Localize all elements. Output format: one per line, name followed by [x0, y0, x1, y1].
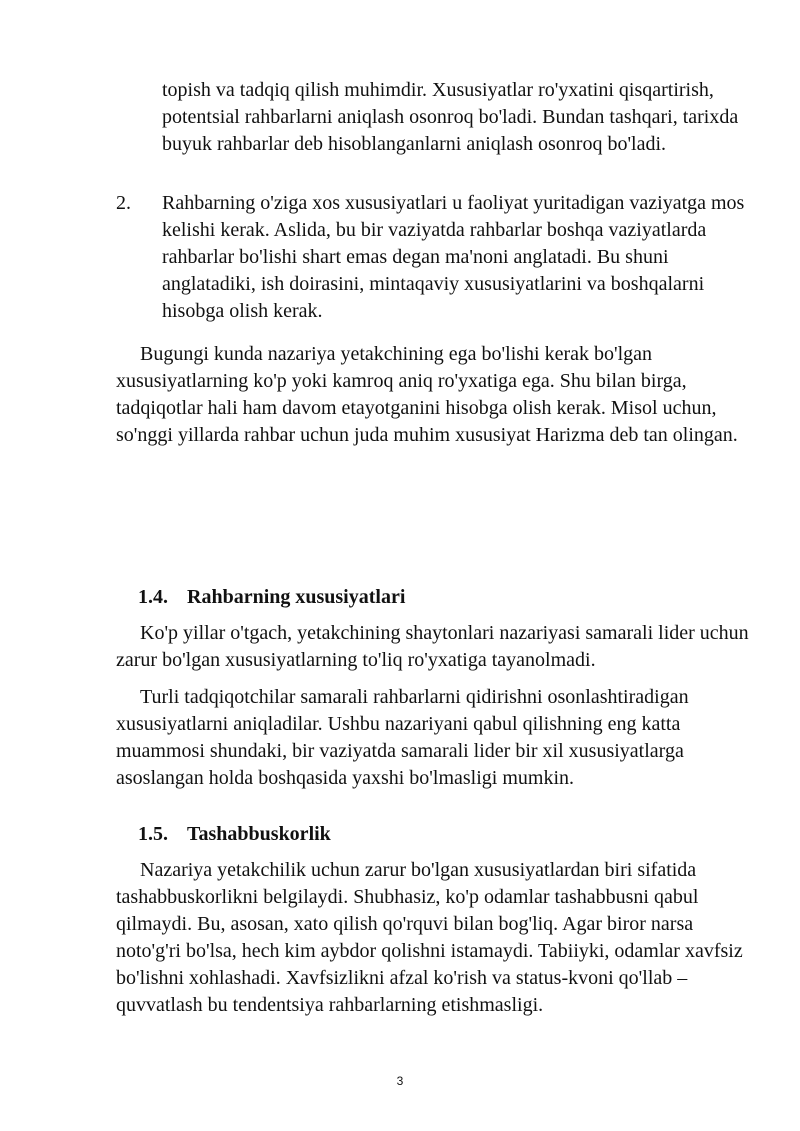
list-item-2-text: Rahbarning o'ziga xos xususiyatlari u faoliyat yuritadigan vaziyatga mos kelishi kerak. Aslida, bu bir vaziyatda rahbarlar boshqa vaziyatlarda rahbarlar bo'lishi shart emas degan ma'noni anglatadi. Bu shuni anglatadiki, ish doirasini, mintaqaviy xususiyatlarini va boshqalarni hisobga olish kerak. — [162, 192, 745, 322]
section-1-4-title: Rahbarning xususiyatlari — [187, 586, 406, 608]
paragraph-2: Ko'p yillar o'tgach, yetakchining shaytonlari nazariyasi samarali lider uchun zarur bo'lgan xususiyatlarning to'liq ro'yxatiga tayanolmadi. — [116, 622, 749, 671]
section-1-5-title: Tashabbuskorlik — [187, 823, 331, 845]
paragraph-4: Nazariya yetakchilik uchun zarur bo'lgan xususiyatlardan biri sifatida tashabbuskorlikni belgilaydi. Shubhasiz, ko'p odamlar tashabbusni qabul qilmaydi. Bu, asosan, xato qilish qo'rquvi bilan bog'liq. Agar biror narsa noto'g'ri bo'lsa, hech kim aybdor qolishni istamaydi. Tabiiyki, odamlar xavfsiz bo'lishni xohlashadi. Xavfsizlikni afzal ko'rish va status-kvoni qo'llab – quvvatlash bu tendentsiya rahbarlarning etishmasligi. — [116, 859, 743, 1016]
page-number: 3 — [396, 1074, 404, 1088]
paragraph-3: Turli tadqiqotchilar samarali rahbarlarni qidirishni osonlashtiradigan xususiyatlarni aniqladilar. Ushbu nazariyani qabul qilishning eng katta muammosi shundaki, bir vaziyatda samarali lider bir xil xususiyatlarga asoslangan holda boshqasida yaxshi bo'lmasligi mumkin. — [116, 686, 689, 789]
list-item-2 — [116, 190, 756, 325]
section-heading-1-5 — [138, 821, 331, 848]
section-1-4-number: 1.4. — [138, 586, 168, 608]
list-item-1-continuation-text: topish va tadqiq qilish muhimdir. Xususiyatlar ro'yxatini qisqartirish, potentsial rahbarlarni aniqlash osonroq bo'ladi. Bundan tashqari, tarixda buyuk rahbarlar deb hisoblanganlarni aniqlash osonroq bo'ladi. — [162, 79, 739, 155]
list-item-1-continuation — [162, 77, 752, 158]
list-item-2-number: 2. — [116, 192, 131, 214]
section-1-5-number: 1.5. — [138, 823, 168, 845]
section-heading-1-4 — [138, 584, 405, 611]
paragraph-1: Bugungi kunda nazariya yetakchining ega bo'lishi kerak bo'lgan xususiyatlarning ko'p yoki kamroq aniq ro'yxatiga ega. Shu bilan birga, tadqiqotlar hali ham davom etayotganini hisobga olish kerak. Misol uchun, so'nggi yillarda rahbar uchun juda muhim xususiyat Harizma deb tan olingan. — [116, 343, 738, 446]
